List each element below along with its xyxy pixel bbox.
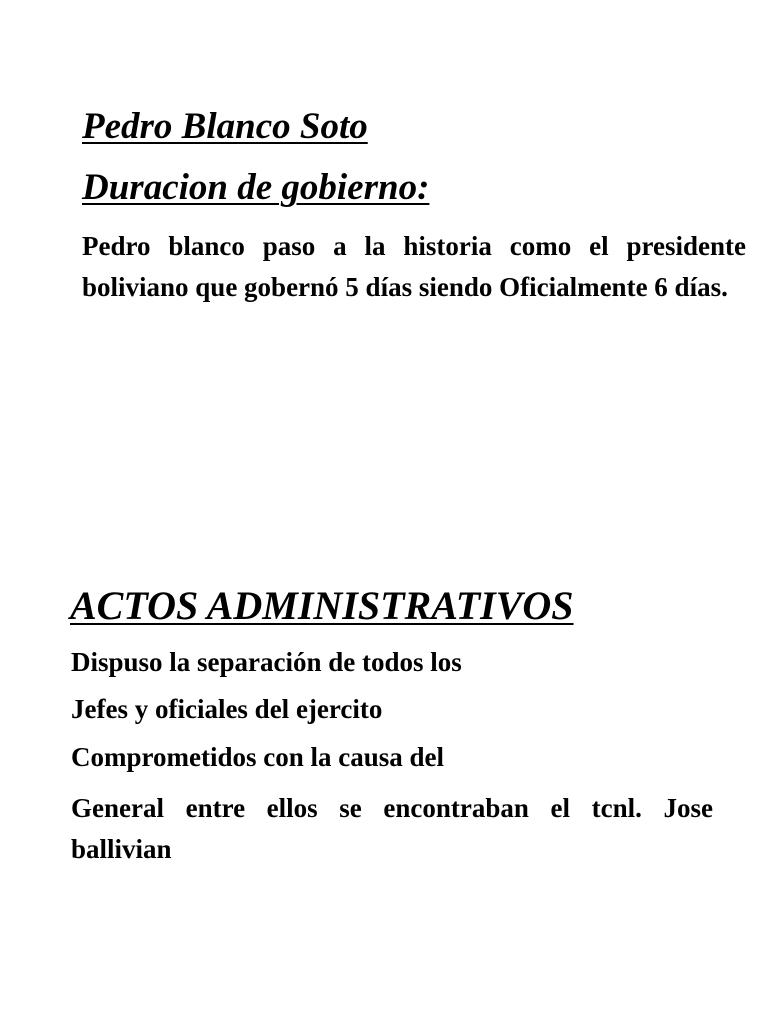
section-line: Jefes y oficiales del ejercito xyxy=(71,694,383,724)
intro-paragraph: Pedro blanco paso a la historia como el presidente boliviano que gobernó 5 días siendo Oficialmente 6 días. xyxy=(82,231,746,302)
section-line: Dispuso la separación de todos los xyxy=(71,647,462,677)
section-title: ACTOS ADMINISTRATIVOS xyxy=(70,583,574,628)
page-title: Pedro Blanco Soto xyxy=(82,106,368,147)
section-line: Comprometidos con la causa del xyxy=(71,742,445,772)
page-subtitle: Duracion de gobierno: xyxy=(82,167,430,208)
section-line: General entre ellos se encontraban el tcnl. Jose ballivian xyxy=(71,793,713,864)
